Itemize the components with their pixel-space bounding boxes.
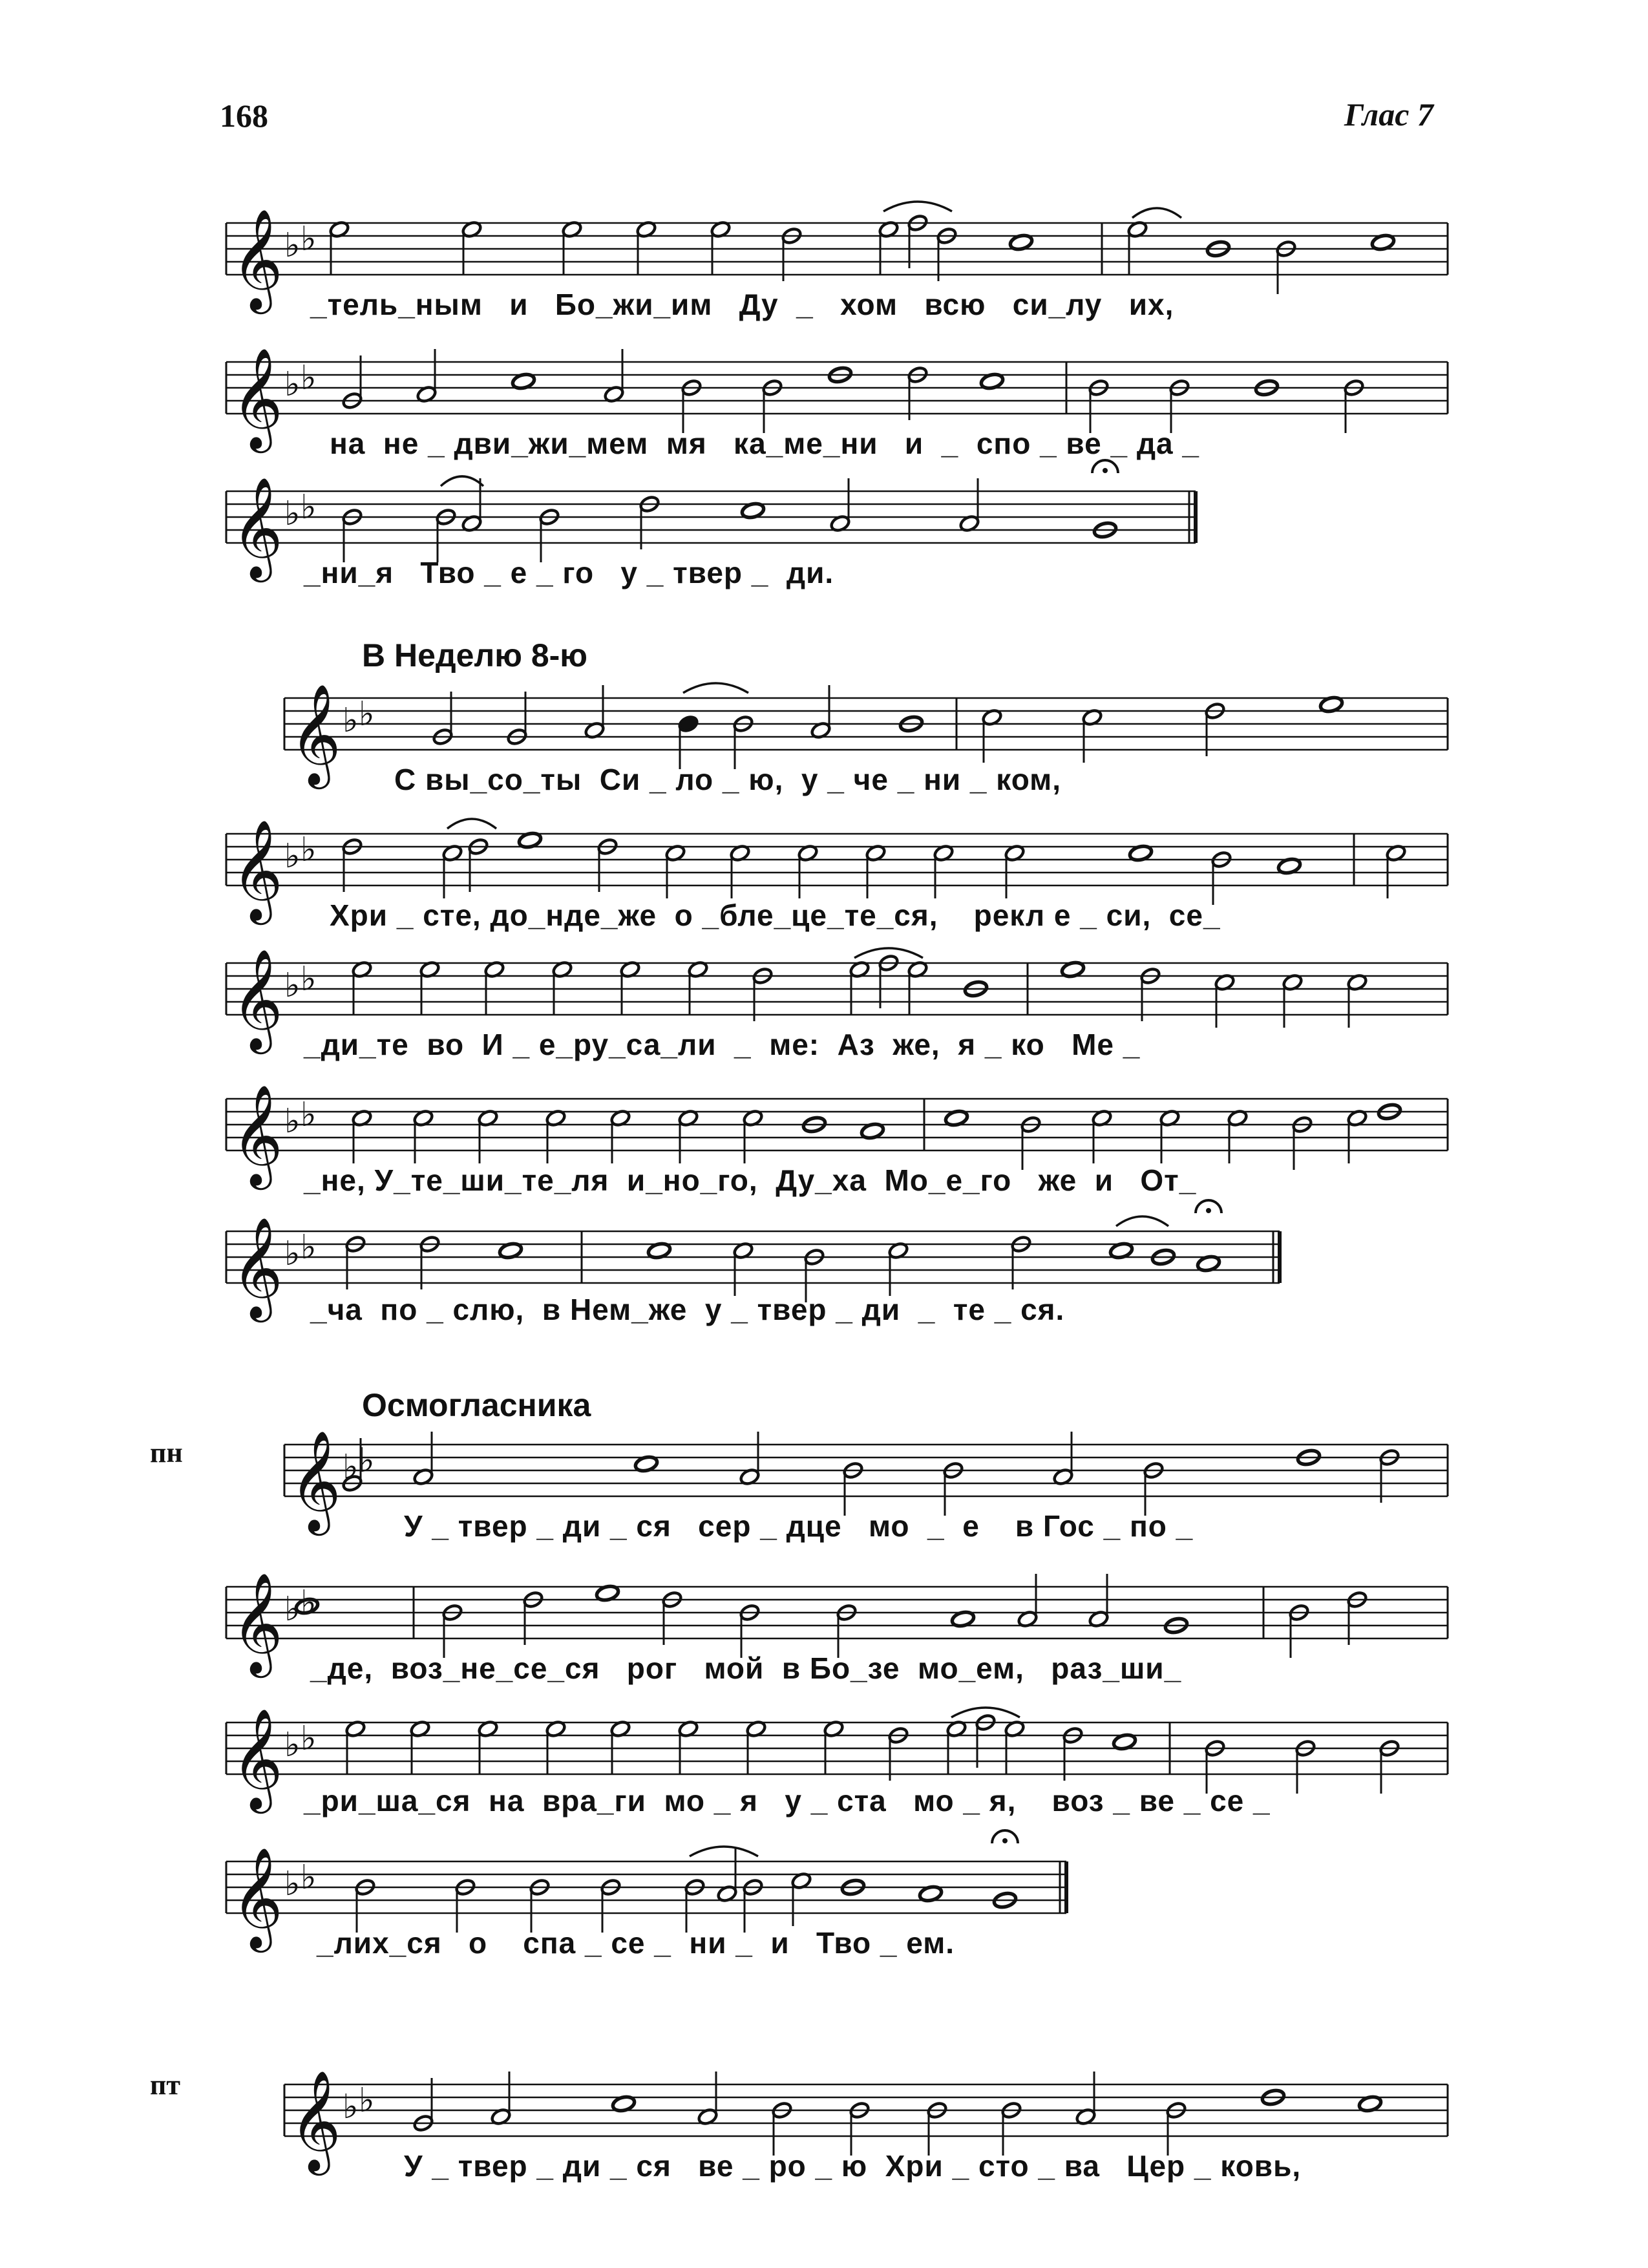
flat-b-icon: ♭ <box>284 1590 301 1629</box>
slur <box>441 476 483 486</box>
fermata-dot <box>1103 468 1108 473</box>
treble-clef-icon: 𝄞 <box>231 1708 283 1809</box>
lyric-line-5: Хри _ сте, до_нде_же о _бле_це_те_ся, рекл е _ си, се_ <box>330 898 1221 932</box>
flat-b-icon: ♭ <box>284 494 301 533</box>
flat-b-icon: ♭ <box>284 1102 301 1141</box>
slur <box>447 819 496 829</box>
lyric-line-9: У _ твер _ ди _ ся сер _ дце мо _ е в Гос _ по _ <box>404 1509 1194 1543</box>
flat-b-icon: ♭ <box>343 701 359 740</box>
flat-b-icon: ♭ <box>284 1235 301 1273</box>
flat-e-icon: ♭ <box>301 1228 317 1267</box>
flat-b-icon: ♭ <box>343 2088 359 2126</box>
lyric-line-3: _ни_я Тво _ е _ го у _ твер _ ди. <box>304 556 834 589</box>
page-number: 168 <box>220 98 268 134</box>
treble-clef-icon: 𝄞 <box>290 683 341 785</box>
section-heading-osmoglasnik: Осмогласника <box>362 1387 591 1423</box>
slur <box>1132 208 1181 218</box>
flat-e-icon: ♭ <box>301 1096 317 1134</box>
slur <box>690 1847 758 1856</box>
fermata-dot <box>1002 1838 1008 1843</box>
treble-clef-icon: 𝄞 <box>290 1430 341 1531</box>
side-label-monday: пн <box>150 1437 183 1468</box>
lyric-line-12: _лих_ся о спа _ се _ ни _ и Тво _ ем. <box>317 1926 955 1960</box>
fermata-dot <box>1206 1208 1211 1213</box>
treble-clef-icon: 𝄞 <box>231 1847 283 1948</box>
lyric-line-7: _не, У_те_ши_те_ля и_но_го, Ду_ха Мо_е_го же и От_ <box>304 1163 1197 1197</box>
flat-b-icon: ♭ <box>284 365 301 404</box>
flat-b-icon: ♭ <box>284 837 301 876</box>
slur <box>683 683 748 693</box>
lyric-line-10: _де, воз_не_се_ся рог мой в Бо_зе мо_ем, раз_ши_ <box>310 1651 1182 1685</box>
lyric-line-13: У _ твер _ ди _ ся ве _ ро _ ю Хри _ сто _ ва Цер _ ковь, <box>404 2149 1302 2183</box>
side-label-friday: пт <box>150 2069 180 2101</box>
lyric-line-11: _ри_ша_ся на вра_ги мо _ я у _ ста мо _ я, воз _ ве _ се _ <box>304 1784 1271 1818</box>
treble-clef-icon: 𝄞 <box>231 208 283 310</box>
flat-e-icon: ♭ <box>301 359 317 397</box>
slur <box>1116 1216 1168 1226</box>
flat-e-icon: ♭ <box>301 831 317 869</box>
flat-e-icon: ♭ <box>359 2081 375 2120</box>
treble-clef-icon: 𝄞 <box>231 347 283 449</box>
flat-b-icon: ♭ <box>284 1865 301 1903</box>
treble-clef-icon: 𝄞 <box>231 1216 283 1318</box>
flat-e-icon: ♭ <box>301 960 317 999</box>
lyric-line-8: _ча по _ слю, в Нем_же у _ твер _ ди _ те _ ся. <box>310 1293 1065 1326</box>
flat-e-icon: ♭ <box>301 1584 317 1622</box>
flat-b-icon: ♭ <box>284 226 301 265</box>
section-heading-sunday-8: В Неделю 8-ю <box>362 637 587 673</box>
treble-clef-icon: 𝄞 <box>231 948 283 1050</box>
treble-clef-icon: 𝄞 <box>231 1084 283 1185</box>
flat-e-icon: ♭ <box>301 220 317 259</box>
treble-clef-icon: 𝄞 <box>290 2070 341 2171</box>
flat-e-icon: ♭ <box>301 488 317 527</box>
flat-b-icon: ♭ <box>343 1448 359 1487</box>
treble-clef-icon: 𝄞 <box>231 819 283 920</box>
flat-e-icon: ♭ <box>301 1858 317 1897</box>
flat-e-icon: ♭ <box>359 1441 375 1480</box>
flat-e-icon: ♭ <box>359 695 375 734</box>
lyric-line-2: на не _ дви_жи_мем мя ка_ме_ни и _ спо _ ве _ да _ <box>330 427 1199 460</box>
treble-clef-icon: 𝄞 <box>231 1572 283 1673</box>
lyric-line-4: С вы_со_ты Си _ ло _ ю, у _ че _ ни _ ком, <box>394 763 1061 796</box>
treble-clef-icon: 𝄞 <box>231 476 283 578</box>
lyric-line-1: _тель_ным и Бо_жи_им Ду _ хом всю си_лу их, <box>310 288 1174 321</box>
flat-e-icon: ♭ <box>301 1719 317 1758</box>
flat-b-icon: ♭ <box>284 1726 301 1765</box>
slur <box>883 202 952 211</box>
lyric-line-6: _ди_те во И _ е_ру_са_ли _ ме: Аз же, я _ ко Ме _ <box>304 1028 1141 1061</box>
tone-header: Глас 7 <box>1344 96 1433 132</box>
flat-b-icon: ♭ <box>284 966 301 1005</box>
